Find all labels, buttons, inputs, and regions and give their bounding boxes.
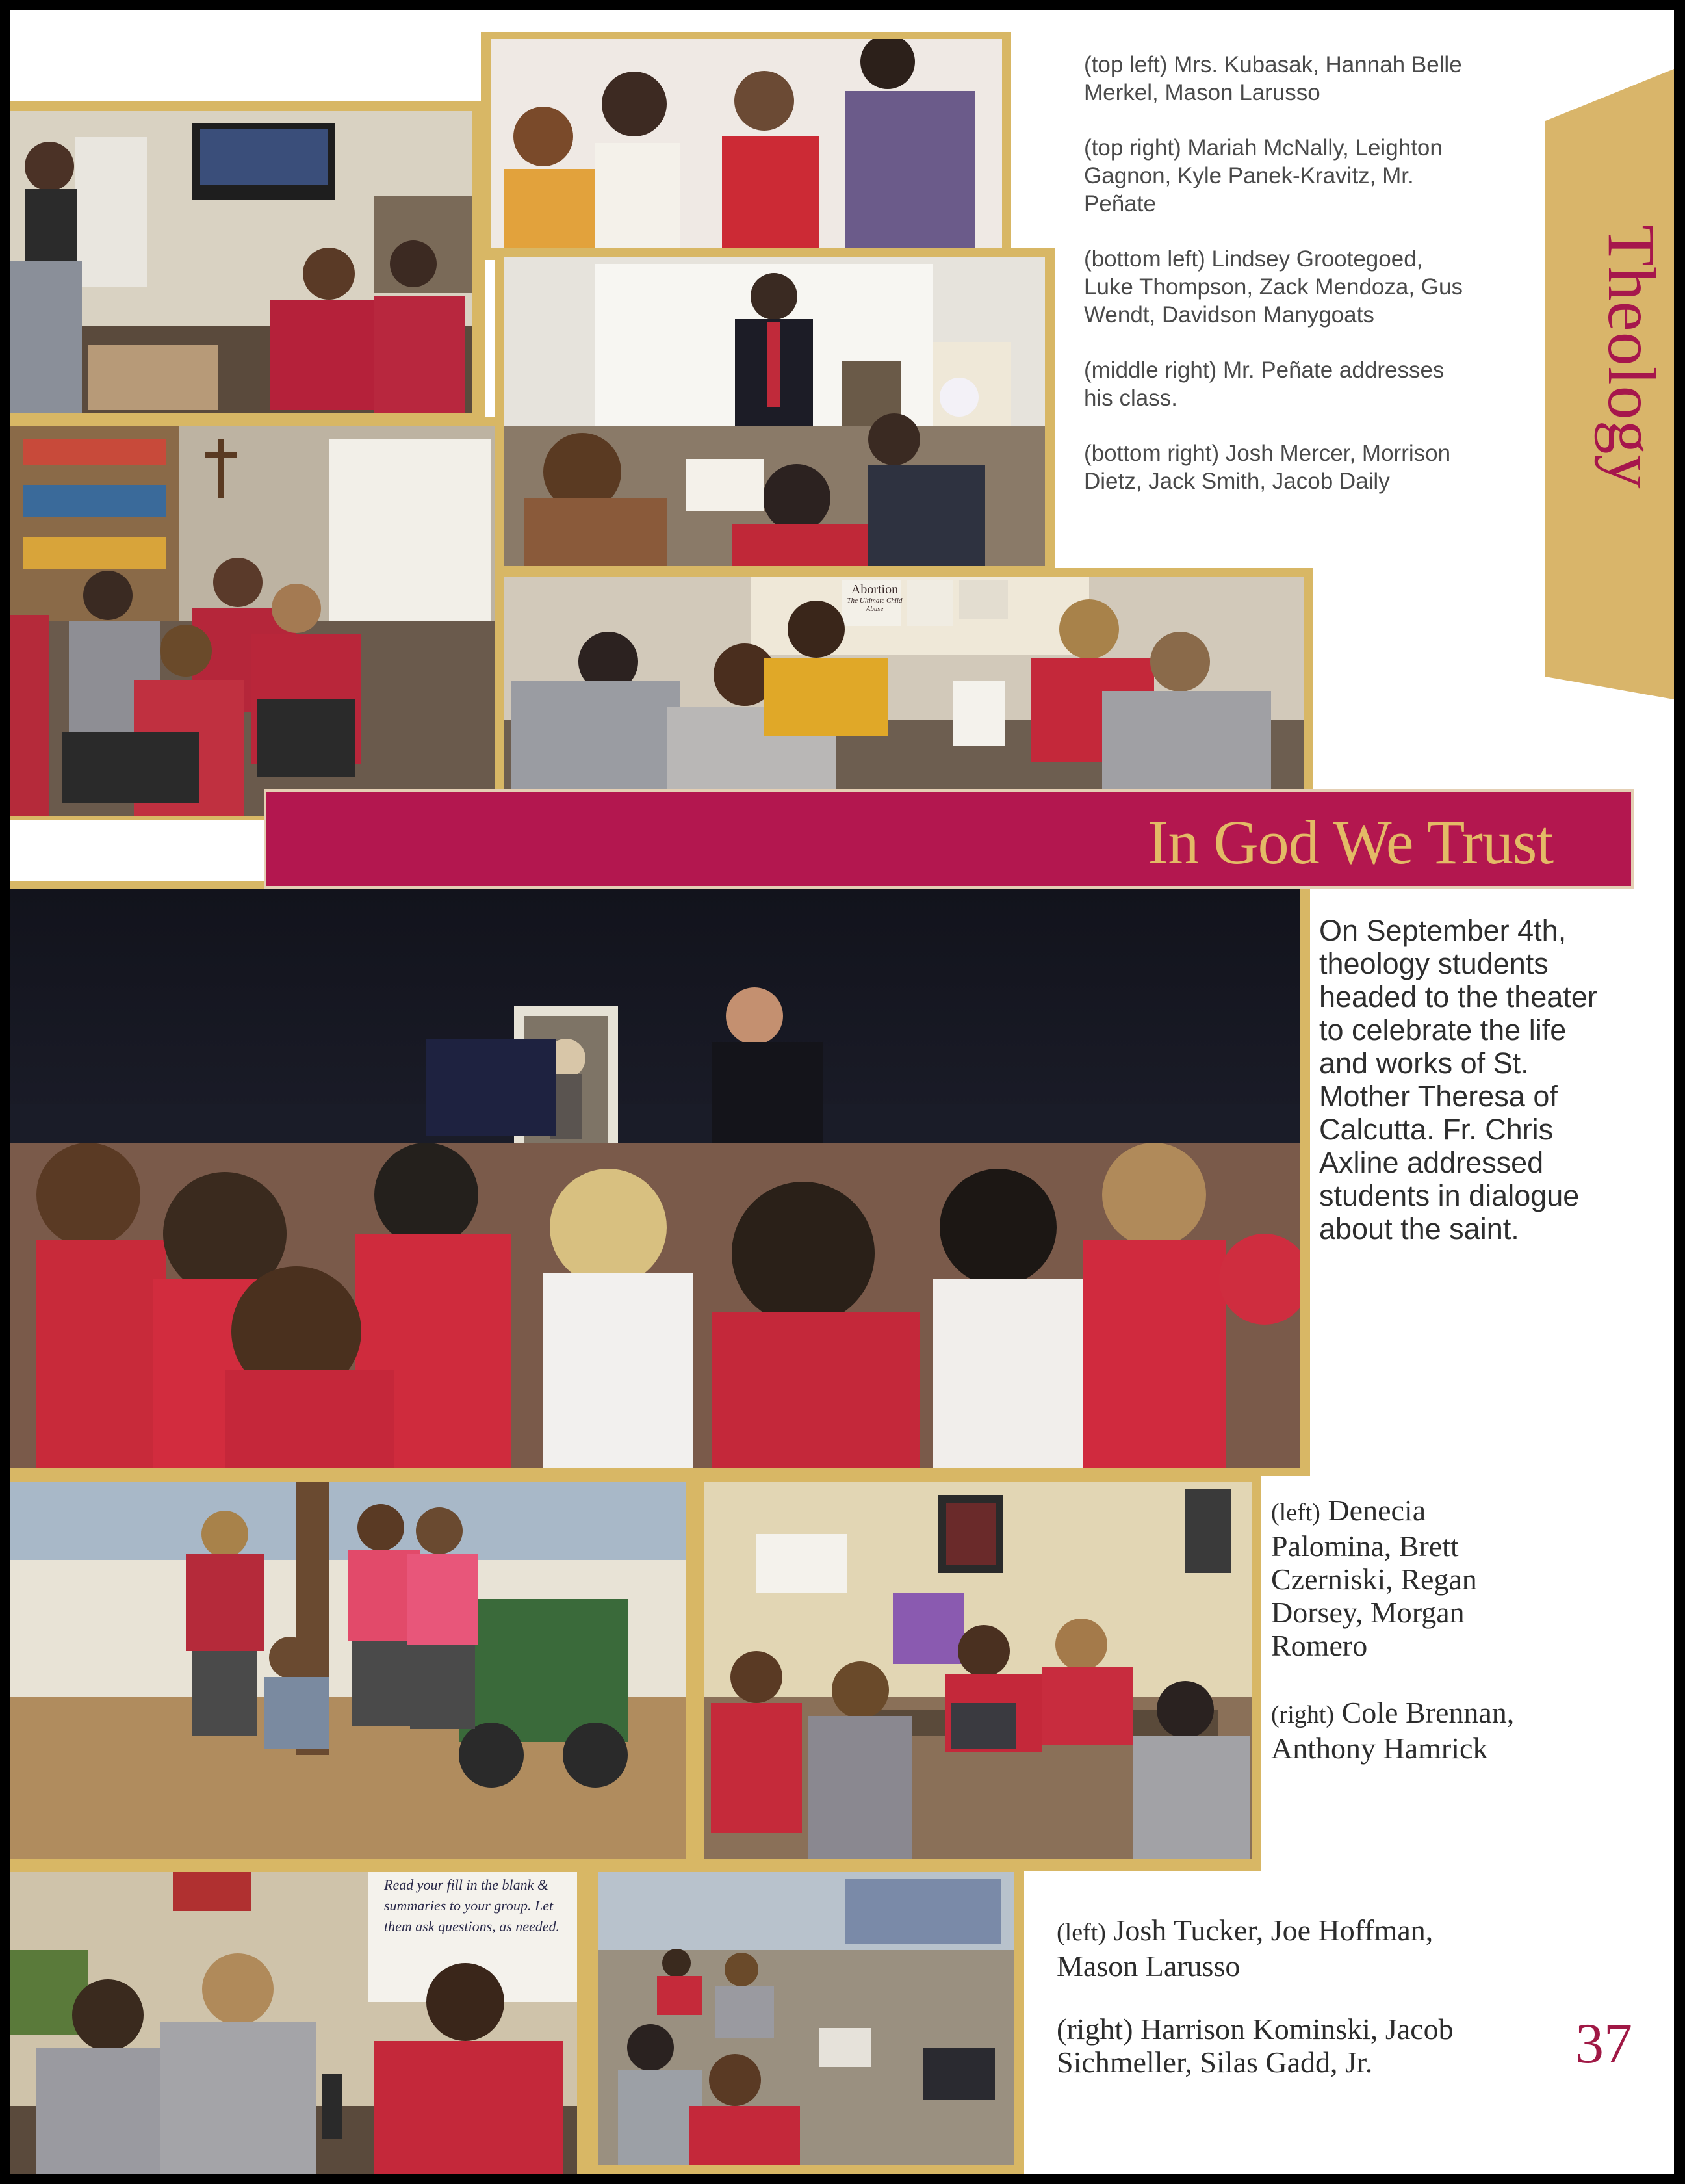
photo-outdoor-group (10, 1482, 686, 1859)
headline-banner (264, 789, 1634, 889)
caption-top-left: (top left) Mrs. Kubasak, Hannah Belle Merkel, Mason Larusso (1084, 52, 1462, 105)
top-captions (1084, 51, 1474, 523)
caption-names: Josh Tucker, Joe Hoffman, Mason Larusso (1057, 1914, 1434, 1982)
photo-bottom-left-classroom (10, 426, 495, 816)
caption-middle-right: (middle right) Mr. Peñate addresses his class. (1084, 358, 1445, 411)
caption-left-middle (1271, 1494, 1531, 1662)
page-number: 37 (1575, 2012, 1632, 2075)
caption-tag: (left) (1271, 1499, 1320, 1526)
caption-bottom-left: (bottom left) Lindsey Grootegoed, Luke Thompson, Zack Mendoza, Gus Wendt, Davidson Manygoats (1084, 246, 1463, 328)
caption-names: Harrison Kominski, Jacob Sichmeller, Silas Gadd, Jr. (1057, 2012, 1454, 2079)
caption-right-middle (1271, 1696, 1531, 1765)
photo-top-left-classroom (10, 111, 472, 413)
caption-top-right: (top right) Mariah McNally, Leighton Gagnon, Kyle Panek-Kravitz, Mr. Peñate (1084, 135, 1443, 216)
caption-names: Cole Brennan, Anthony Hamrick (1271, 1696, 1515, 1765)
poster (843, 582, 906, 614)
bottom-captions (1057, 1914, 1473, 2079)
photo-classroom-laptops (704, 1482, 1252, 1859)
caption-tag: (right) (1271, 1701, 1335, 1728)
poster-title: Abortion (851, 582, 899, 597)
caption-left-bottom (1057, 1914, 1473, 1982)
whiteboard-note: Read your fill in the blank & summaries to your group. Let them ask questions, as needed. (384, 1877, 560, 1934)
photo-three-boys (10, 1872, 577, 2174)
caption-right-bottom (1057, 2012, 1473, 2079)
photo-middle-right-teacher (504, 257, 1045, 566)
caption-bottom-right: (bottom right) Josh Mercer, Morrison Dietz, Jack Smith, Jacob Daily (1084, 441, 1451, 494)
section-tab-label: Theology (1594, 225, 1669, 489)
photo-top-right-students (491, 39, 1002, 248)
yearbook-page (10, 10, 1674, 2174)
story-text: On September 4th, theology students headed to the theater to celebrate the life and works of St. Mother Theresa of Calcutta. Fr. Chris Axline addressed students in dialogue about the saint. (1319, 914, 1597, 1245)
poster-subtitle: The Ultimate Child Abuse (847, 597, 903, 613)
caption-tag: (right) (1057, 2012, 1133, 2046)
photo-theater-assembly (10, 889, 1300, 1468)
caption-names: Denecia Palomina, Brett Czerniski, Regan Dorsey, Morgan Romero (1271, 1494, 1477, 1662)
caption-tag: (left) (1057, 1919, 1106, 1946)
photo-library (598, 1872, 1014, 2164)
headline: In God We Trust (1148, 807, 1553, 877)
middle-captions (1271, 1494, 1531, 1765)
